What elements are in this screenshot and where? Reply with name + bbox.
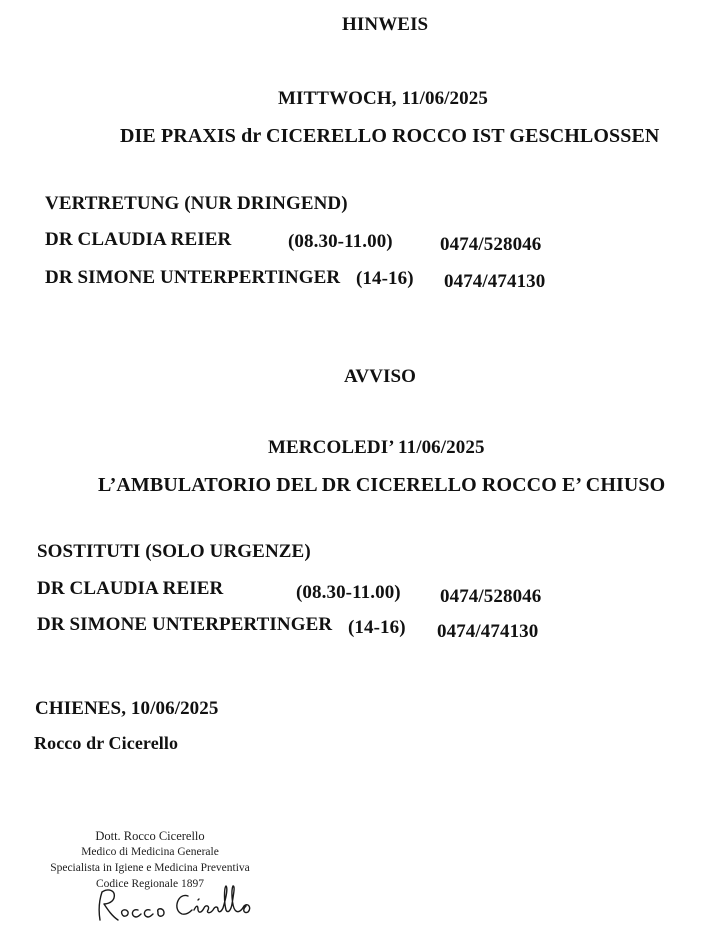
- stamp-line-2: Medico di Medicina Generale: [81, 846, 219, 858]
- stamp-line-3: Specialista in Igiene e Medicina Preventiva: [50, 862, 250, 874]
- italian-doctor-2-phone: 0474/474130: [437, 621, 539, 642]
- handwritten-signature: [92, 880, 272, 930]
- italian-doctor-2-name: DR SIMONE UNTERPERTINGER: [37, 614, 333, 635]
- german-doctor-2-phone: 0474/474130: [444, 271, 546, 292]
- italian-date: MERCOLEDI’ 11/06/2025: [268, 437, 485, 458]
- place-date: CHIENES, 10/06/2025: [35, 698, 219, 719]
- italian-doctor-2-hours: (14-16): [348, 617, 406, 638]
- german-date: MITTWOCH, 11/06/2025: [278, 88, 488, 109]
- author-name: Rocco dr Cicerello: [34, 733, 179, 753]
- german-doctor-2-name: DR SIMONE UNTERPERTINGER: [45, 267, 341, 288]
- stamp-line-1: Dott. Rocco Cicerello: [95, 829, 205, 843]
- italian-replacement-title: SOSTITUTI (SOLO URGENZE): [37, 541, 311, 562]
- german-doctor-1-hours: (08.30-11.00): [288, 231, 393, 252]
- italian-doctor-1-hours: (08.30-11.00): [296, 582, 401, 603]
- italian-doctor-1-phone: 0474/528046: [440, 586, 542, 607]
- stamp-line-4: Codice Regionale 1897: [96, 878, 204, 890]
- german-statement: DIE PRAXIS dr CICERELLO ROCCO IST GESCHLOSSEN: [120, 125, 660, 147]
- german-replacement-title: VERTRETUNG (NUR DRINGEND): [45, 193, 348, 214]
- italian-statement: L’AMBULATORIO DEL DR CICERELLO ROCCO E’ CHIUSO: [98, 474, 666, 496]
- italian-heading: AVVISO: [344, 366, 417, 387]
- german-doctor-1-phone: 0474/528046: [440, 234, 542, 255]
- italian-doctor-1-name: DR CLAUDIA REIER: [37, 578, 224, 599]
- german-heading: HINWEIS: [342, 14, 429, 35]
- german-doctor-2-hours: (14-16): [356, 268, 414, 289]
- german-doctor-1-name: DR CLAUDIA REIER: [45, 229, 232, 250]
